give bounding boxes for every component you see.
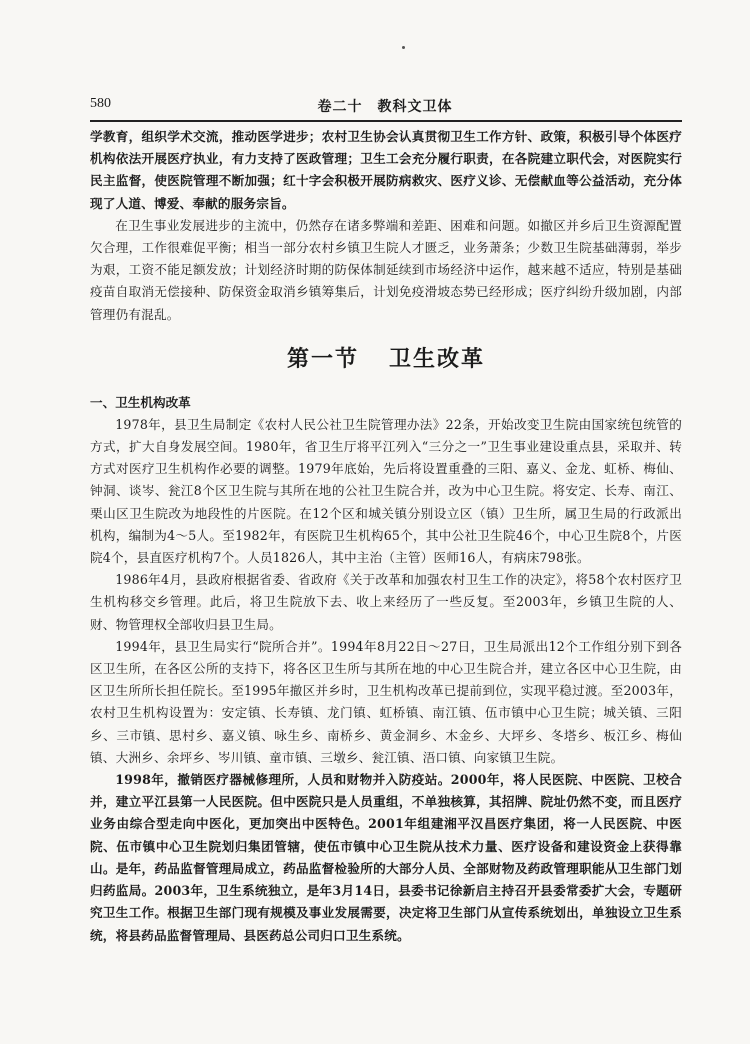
scan-mark bbox=[402, 46, 405, 49]
page-number: 580 bbox=[90, 96, 111, 111]
intro-paragraph-2: 在卫生事业发展进步的主流中，仍然存在诸多弊端和差距、困难和问题。如撤区并乡后卫生资源配置欠合理，工作很难促平衡；相当一部分农村乡镇卫生院人才匮乏，业务萧条；少数卫生院基础薄弱，举步为艰，工资不能足额发放；计划经济时期的防保体制延续到市场经济中运作，越来越不适应，特别是基础疫苗自取消无偿接种、防保资金取消乡镇筹集后，计划免疫滑坡态势已经形成；医疗纠纷升级加剧，内部管理仍有混乱。 bbox=[90, 217, 682, 322]
body-paragraph-3: 1994年，县卫生局实行“院所合并”。1994年8月22日～27日，卫生局派出12个工作组分别下到各区卫生所，在各区公所的支持下，将各区卫生所与其所在地的中心卫生院合并，建立各区中心卫生院，由区卫生所所长担任院长。至1995年撤区并乡时，卫生机构改革已提前到位，实现平稳过渡。至2003年，农村卫生机构设置为：安定镇、长寿镇、龙门镇、虹桥镇、南江镇、伍市镇中心卫生院；城关镇、三阳乡、三市镇、思村乡、嘉义镇、咏生乡、南桥乡、黄金洞乡、木金乡、大坪乡、冬塔乡、板江乡、梅仙镇、大洲乡、余坪乡、岑川镇、童市镇、三墩乡、瓮江镇、浯口镇、向家镇卫生院。 bbox=[90, 638, 682, 765]
intro-paragraph-1: 学教育，组织学术交流，推动医学进步；农村卫生协会认真贯彻卫生工作方针、政策，积极引导个体医疗机构依法开展医疗执业，有力支持了医政管理；卫生工会充分履行职责，在各院建立职代会，对医院实行民主监督，使医院管理不断加强；红十字会积极开展防病救灾、医疗义诊、无偿献血等公益活动，充分体现了人道、博爱、奉献的服务宗旨。 bbox=[90, 129, 682, 211]
section-title bbox=[90, 344, 682, 376]
page-content bbox=[90, 126, 682, 947]
body-paragraph-2: 1986年4月，县政府根据省委、省政府《关于改革和加强农村卫生工作的决定》，将58个农村医疗卫生机构移交乡管理。此后，将卫生院放下去、收上来经历了一些反复。至2003年，乡镇卫生院的人、财、物管理权全部收归县卫生局。 bbox=[90, 572, 682, 632]
body-paragraph-1: 1978年，县卫生局制定《农村人民公社卫生院管理办法》22条，开始改变卫生院由国家统包统管的方式，扩大自身发展空间。1980年，省卫生厅将平江列入“三分之一”卫生事业建设重点县，采取并、转方式对医疗卫生机构作必要的调整。1979年底始，先后将设置重叠的三阳、嘉义、金龙、虹桥、梅仙、钟洞、谈岑、瓮江8个区卫生院与其所在地的公社卫生院合并，改为中心卫生院。将安定、长寿、南江、栗山区卫生院改为地段性的片医院。在12个区和城关镇分别设立区（镇）卫生所，属卫生局的行政派出机构，编制为4～5人。至1982年，有医院卫生机构65个，其中公社卫生院46个，中心卫生院8个，片医院4个，县直医疗机构7个。人员1826人，其中主治（主管）医师16人，有病床798张。 bbox=[90, 416, 682, 566]
running-head: 卷二十 教科文卫体 bbox=[317, 99, 453, 115]
page-header bbox=[90, 96, 680, 120]
body-paragraph-4: 1998年，撤销医疗器械修理所，人员和财物并入防疫站。2000年，将人民医院、中医院、卫校合并，建立平江县第一人民医院。但中医院只是人员重组，不单独核算，其招牌、院址仍然不变，而且医疗业务由综合型走向中医化，更加突出中医特色。2001年组建湘平汉昌医疗集团，将一人民医院、中医院、伍市镇中心卫生院划归集团管辖，使伍市镇中心卫生院从技术力量、医疗设备和建设资金上获得靠山。是年，药品监督管理局成立，药品监督检验所的大部分人员、全部财物及药政管理职能从卫生部门划归药监局。2003年，卫生系统独立，是年3月14日，县委书记徐新启主持召开县委常委扩大会，专题研究卫生工作。根据卫生部门现有规模及事业发展需要，决定将卫生部门从宣传系统划出，单独设立卫生系统，将县药品监督管理局、县医药总公司归口卫生系统。 bbox=[90, 772, 682, 943]
subsection-heading: 一、卫生机构改革 bbox=[90, 394, 191, 410]
section-name: 卫生改革 bbox=[389, 346, 486, 372]
section-number: 第一节 bbox=[286, 346, 359, 372]
header-rule bbox=[90, 120, 682, 122]
